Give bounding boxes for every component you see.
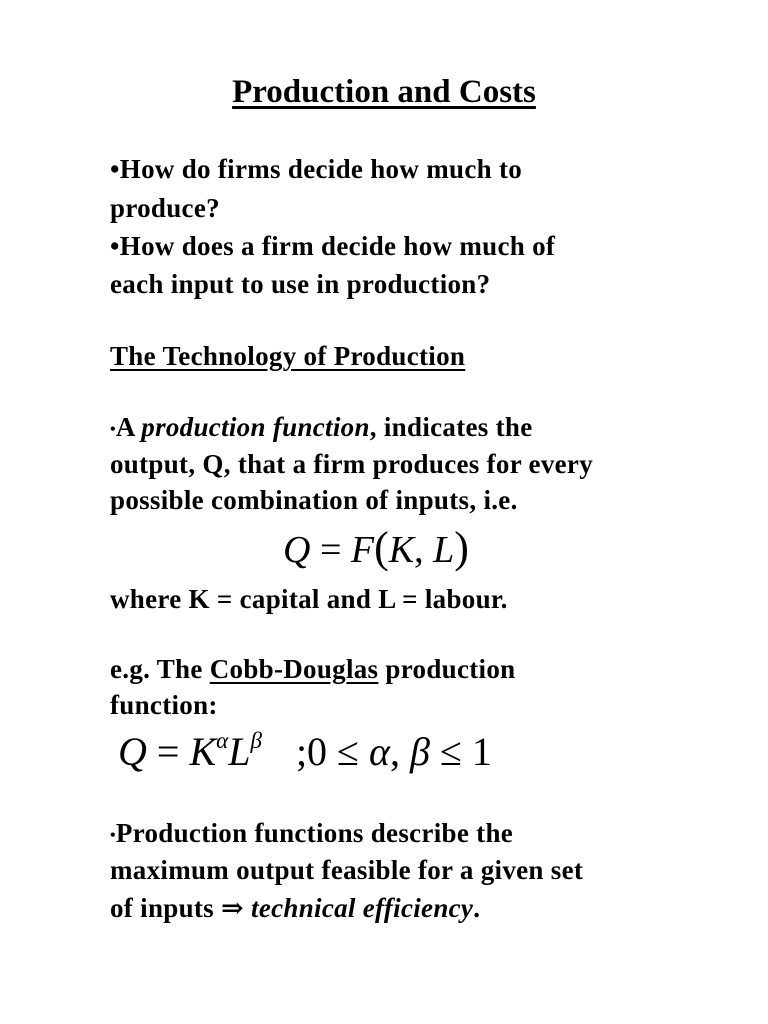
eq-alpha: α (369, 729, 391, 774)
efficiency-text-1: Production functions describe the (115, 818, 514, 848)
production-function-equation (283, 522, 469, 573)
eq-k: K (388, 529, 415, 571)
eq-f: F (350, 529, 375, 571)
cobb-douglas-equation (118, 728, 492, 775)
period: . (473, 893, 481, 923)
question-1-line-2: produce? (110, 193, 220, 223)
where-line: where K = capital and L = labour. (110, 584, 508, 614)
page-title: Production and Costs (232, 74, 536, 110)
eq-condition-prefix: ;0 ≤ (295, 729, 370, 774)
bullet: • (110, 827, 116, 844)
question-2-line-2: each input to use in production? (110, 269, 491, 299)
example-suffix: production (378, 654, 516, 684)
eq-condition-suffix: ≤ 1 (429, 729, 492, 774)
example-line-2: function: (110, 690, 218, 720)
efficiency-line-1 (110, 818, 513, 849)
eq-open-paren: ( (374, 523, 389, 572)
eq-beta: β (410, 729, 430, 774)
efficiency-line-2: maximum output feasible for a given set (110, 855, 584, 885)
eq-l: L (228, 729, 251, 774)
efficiency-line-3 (110, 893, 480, 924)
eq-k: K (189, 729, 217, 774)
eq-beta-exponent: β (250, 728, 262, 753)
bullet: • (110, 231, 120, 261)
example-line-1 (110, 654, 515, 685)
eq-q: Q (283, 529, 311, 571)
eq-close-paren: ) (454, 523, 469, 572)
efficiency-prefix: of inputs (110, 893, 222, 923)
eq-comma: , (390, 729, 411, 774)
technical-efficiency-term: technical efficiency (243, 893, 474, 923)
example-prefix: e.g. The (110, 654, 210, 684)
intro-question-2 (110, 231, 555, 262)
eq-q: Q (118, 729, 147, 774)
production-function-line-2: output, Q, that a firm produces for every (110, 449, 594, 479)
bullet: • (110, 154, 120, 184)
production-function-line-1 (110, 412, 533, 443)
eq-equals: = (146, 729, 190, 774)
production-function-line-3: possible combination of inputs, i.e. (110, 485, 518, 515)
line-1-rest: , indicates the (369, 412, 533, 442)
eq-comma: , (414, 529, 434, 571)
eq-equals: = (310, 529, 351, 571)
question-2-line-1: How does a firm decide how much of (119, 231, 556, 261)
question-1-line-1: How do firms decide how much to (119, 154, 523, 184)
cobb-douglas-term: Cobb-Douglas (209, 654, 379, 684)
eq-l: L (433, 529, 455, 571)
production-function-term: production function (141, 412, 370, 442)
section-heading: The Technology of Production (110, 341, 466, 371)
intro-question-1 (110, 154, 522, 185)
prefix: A (115, 412, 142, 442)
eq-alpha-exponent: α (216, 728, 229, 753)
implies-arrow: ⇒ (221, 893, 244, 923)
bullet: • (110, 421, 116, 438)
